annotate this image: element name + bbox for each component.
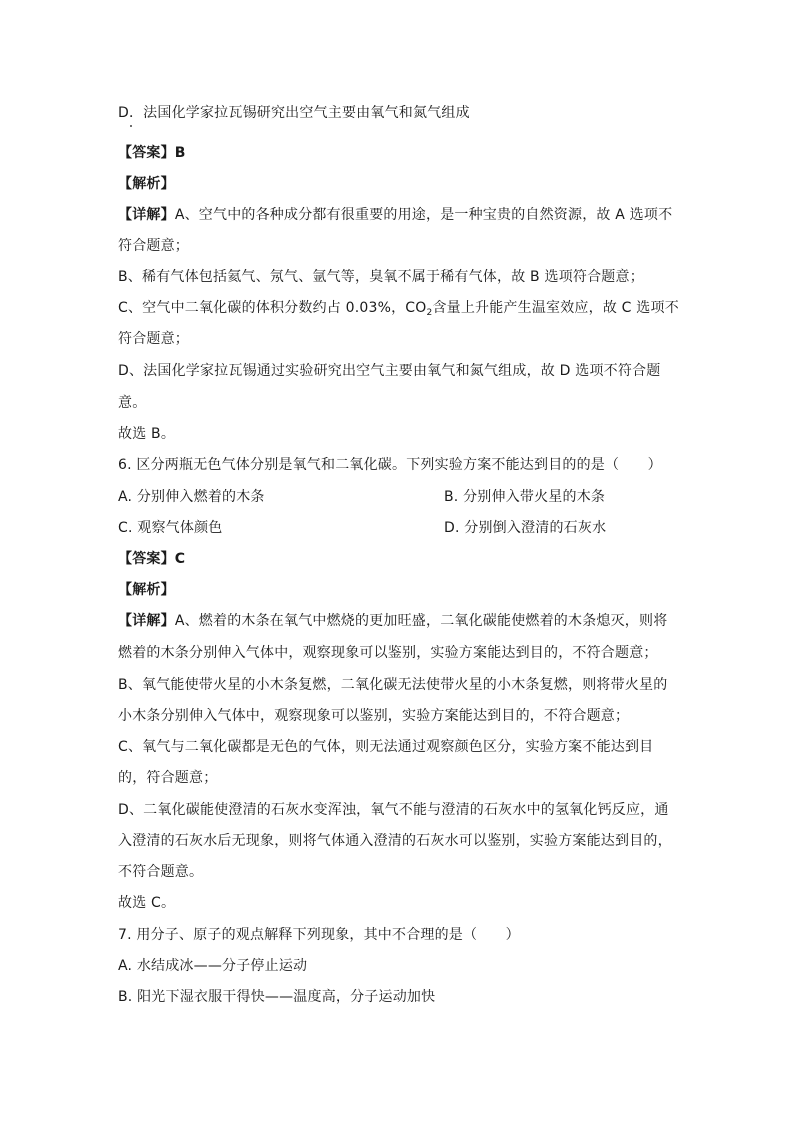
q5-detail-c-line1: C、空气中二氧化碳的体积分数约占 0.03%，$CO_2$含量上升能产生温室效应，故 C 选项不: [118, 300, 679, 318]
q6-answer: 【答案】C: [118, 551, 186, 567]
q5-conclusion: 故选 B。: [118, 426, 176, 442]
q6-detail-d-line2: 入澄清的石灰水后无现象，则将气体通入澄清的石灰水可以鉴别，实验方案能达到目的，: [118, 833, 672, 849]
q5-detail-a-line2: 符合题意；: [118, 238, 189, 254]
q6-option-a: A. 分别伸入燃着的木条: [118, 489, 265, 505]
q5-option-d: D．法国化学家拉瓦锡研究出空气主要由氧气和氮气组成: [118, 105, 470, 121]
q6-stem: 6. 区分两瓶无色气体分别是氧气和二氧化碳。下列实验方案不能达到目的的是（ ）: [118, 457, 662, 473]
q6-analysis-heading: 【解析】: [118, 582, 175, 598]
q5-detail-c-line2: 符合题意；: [118, 331, 189, 347]
q6-option-c: C. 观察气体颜色: [118, 520, 223, 536]
q6-option-b: B. 分别伸入带火星的木条: [444, 489, 606, 505]
q6-option-d: D. 分别倒入澄清的石灰水: [444, 520, 607, 536]
stray-dot: [130, 125, 132, 127]
q7-option-a: A. 水结成冰——分子停止运动: [118, 958, 308, 974]
q6-detail-d-line1: D、二氧化碳能使澄清的石灰水变浑浊，氧气不能与澄清的石灰水中的氢氧化钙反应，通: [118, 802, 669, 818]
q7-stem: 7. 用分子、原子的观点解释下列现象，其中不合理的是（ ）: [118, 927, 520, 943]
q5-detail-a-line1: 【详解】A、空气中的各种成分都有很重要的用途，是一种宝贵的自然资源，故 A 选项不: [118, 207, 673, 223]
q6-detail-d-line3: 不符合题意。: [118, 864, 204, 880]
q7-option-b: B. 阳光下湿衣服干得快——温度高，分子运动加快: [118, 989, 436, 1005]
q6-detail-a-line1: 【详解】A、燃着的木条在氧气中燃烧的更加旺盛，二氧化碳能使燃着的木条熄灭，则将: [118, 613, 668, 629]
q6-detail-label: 【详解】: [118, 613, 175, 629]
q5-detail-label: 【详解】: [118, 207, 175, 223]
q5-answer: 【答案】B: [118, 145, 186, 161]
q6-detail-c-line2: 的，符合题意；: [118, 770, 218, 786]
q6-conclusion: 故选 C。: [118, 895, 176, 911]
q5-detail-d-line1: D、法国化学家拉瓦锡通过实验研究出空气主要由氧气和氮气组成，故 D 选项不符合题: [118, 363, 661, 379]
q5-detail-d-line2: 意。: [118, 395, 147, 411]
q6-detail-a-line2: 燃着的木条分别伸入气体中，观察现象可以鉴别，实验方案能达到目的，不符合题意；: [118, 645, 658, 661]
q6-detail-b-line2: 小木条分别伸入气体中，观察现象可以鉴别，实验方案能达到目的，不符合题意；: [118, 708, 630, 724]
q6-detail-c-line1: C、氧气与二氧化碳都是无色的气体，则无法通过观察颜色区分，实验方案不能达到目: [118, 739, 654, 755]
q5-analysis-heading: 【解析】: [118, 176, 175, 192]
q5-detail-b: B、稀有气体包括氦气、氖气、氩气等，臭氧不属于稀有气体，故 B 选项符合题意；: [118, 269, 644, 285]
q6-detail-b-line1: B、氧气能使带火星的小木条复燃，二氧化碳无法使带火星的小木条复燃，则将带火星的: [118, 677, 668, 693]
